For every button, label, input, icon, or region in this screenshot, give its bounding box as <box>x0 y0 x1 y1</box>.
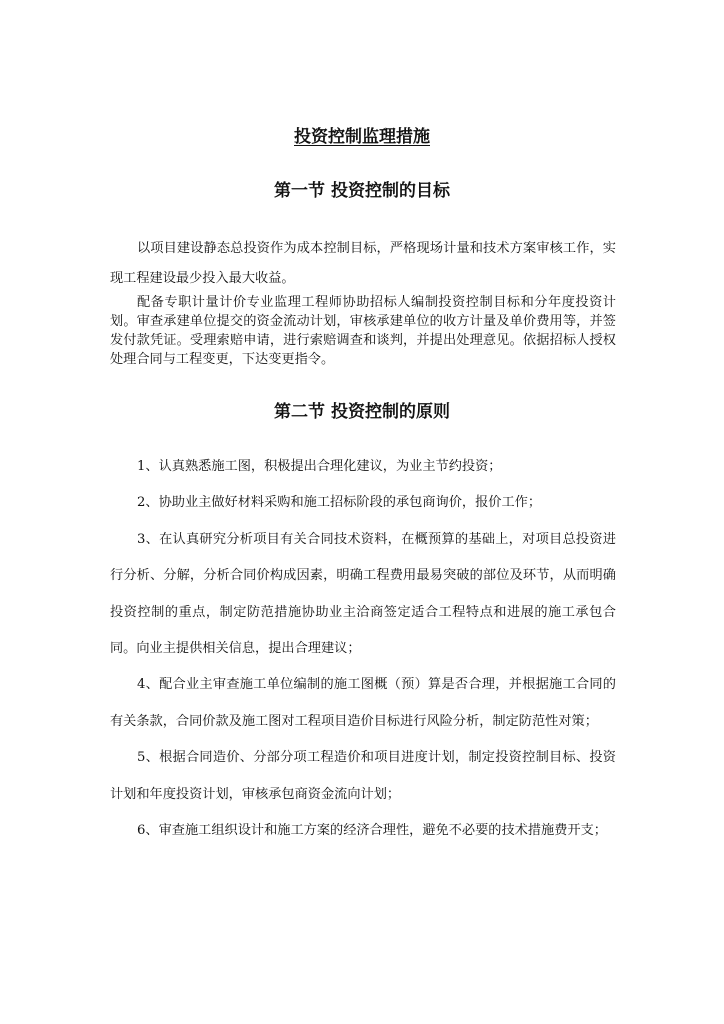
principles-list <box>110 449 616 849</box>
section1-heading: 第一节 投资控制的目标 <box>274 181 450 201</box>
principle-item-3: 3、在认真研究分析项目有关合同技术资料，在概预算的基础上，对项目总投资进行分析、分解，分析合同价构成因素，明确工程费用最易突破的部位及环节，从而明确投资控制的重点，制定防范措施协助业主洽商签定适合工程特点和进展的施工承包合同。向业主提供相关信息，提出合理建议； <box>110 531 616 657</box>
section1-paragraph-2: 配备专职计量计价专业监理工程师协助招标人编制投资控制目标和分年度投资计划。审查承建单位提交的资金流动计划，审核承建单位的收方计量及单价费用等，并签发付款凭证。受理索赔申请，进行索赔调查和谈判，并提出处理意见。依据招标人授权处理合同与工程变更，下达变更指令。 <box>110 295 616 367</box>
principle-item-2: 2、协助业主做好材料采购和施工招标阶段的承包商询价，报价工作； <box>137 495 542 511</box>
principle-item-6: 6、审查施工组织设计和施工方案的经济合理性，避免不必要的技术措施费开支； <box>137 823 607 839</box>
document-title: 投资控制监理措施 <box>294 127 430 147</box>
principle-item-4: 4、配合业主审查施工单位编制的施工图概（预）算是否合理，并根据施工合同的有关条款，合同价款及施工图对工程项目造价目标进行风险分析，制定防范性对策； <box>110 677 616 729</box>
section2-heading: 第二节 投资控制的原则 <box>274 402 450 422</box>
section1-paragraph-1: 以项目建设静态总投资作为成本控制目标，严格现场计量和技术方案审核工作，实现工程建设最少投入最大收益。 <box>110 241 616 286</box>
principle-item-1: 1、认真熟悉施工图，积极提出合理化建议，为业主节约投资； <box>137 459 502 474</box>
principle-item-5: 5、根据合同造价、分部分项工程造价和项目进度计划，制定投资控制目标、投资计划和年度投资计划，审核承包商资金流向计划； <box>110 750 616 802</box>
